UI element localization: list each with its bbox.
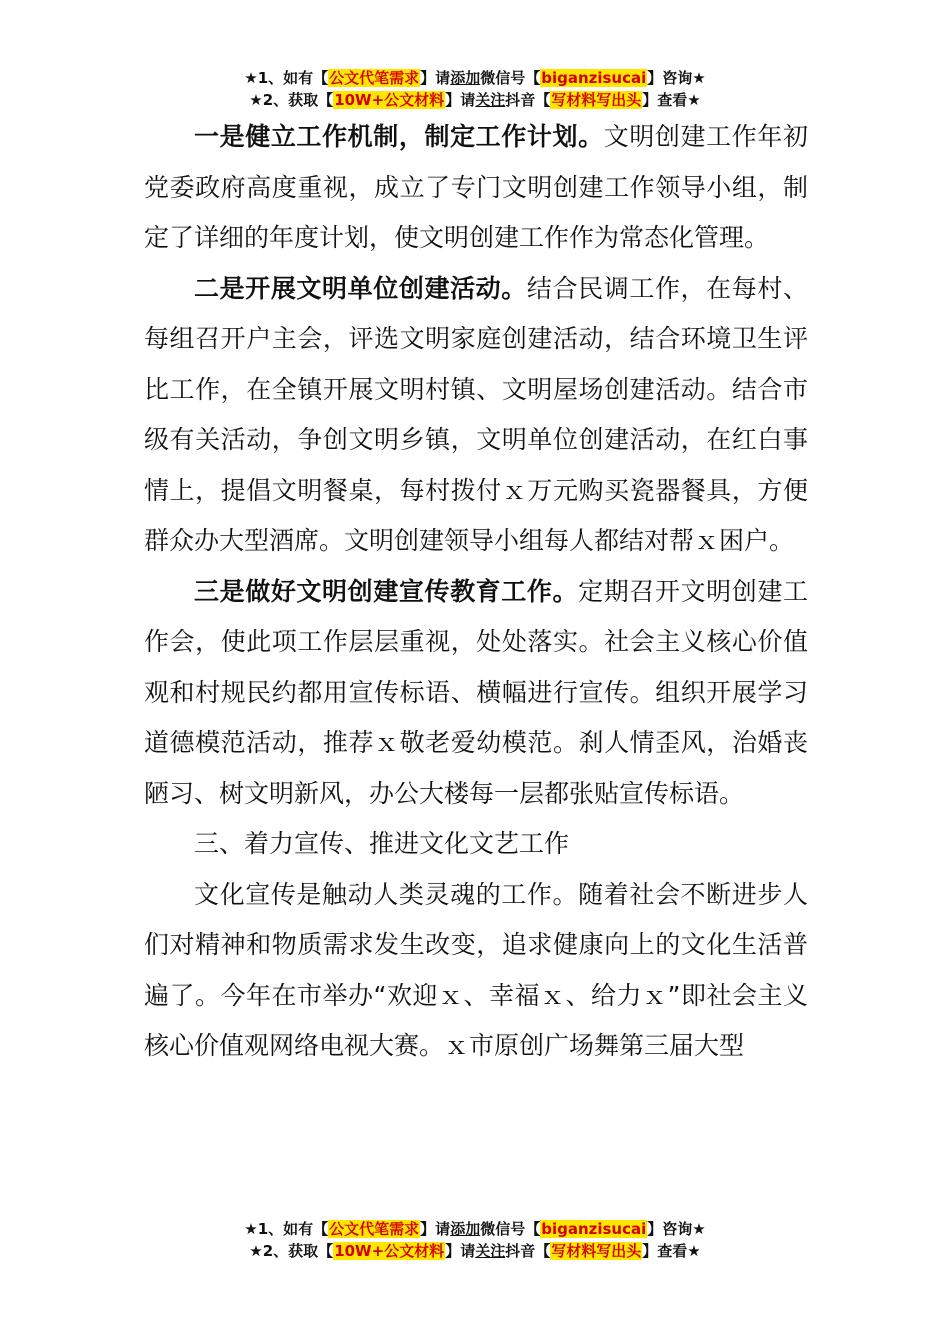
banner-line-2: ★2、获取【10W+公文材料】请关注抖音【写材料写出头】查看★ <box>249 91 701 109</box>
paragraph-1 <box>144 112 808 264</box>
paragraph-lead: 一是健立工作机制，制定工作计划。 <box>194 122 604 151</box>
banner-line-1: ★1、如有【公文代笔需求】请添加微信号【biganzisucai】咨询★ <box>244 1220 706 1238</box>
footer-banner <box>0 1218 950 1262</box>
highlight-wechat-id: biganzisucai <box>541 69 647 87</box>
banner-line-1: ★1、如有【公文代笔需求】请添加微信号【biganzisucai】咨询★ <box>244 69 706 87</box>
paragraph-text: 定期召开文明创建工作会，使此项工作层层重视，处处落实。社会主义核心价值观和村规民约都用宣传标语、横幅进行宣传。组织开展学习道德模范活动，推荐ｘ敬老爱幼模范。刹人情歪风，治婚丧陋习、树文明新风，办公大楼每一层都张贴宣传标语。 <box>144 576 808 808</box>
highlight-douyin: 写材料写出头 <box>551 91 642 109</box>
highlight-douyin: 写材料写出头 <box>551 1242 642 1260</box>
paragraph-text: 文化宣传是触动人类灵魂的工作。随着社会不断进步人们对精神和物质需求发生改变，追求健康向上的文化生活普遍了。今年在市举办“欢迎ｘ、幸福ｘ、给力ｘ”即社会主义核心价值观网络电视大赛。ｘ市原创广场舞第三届大型 <box>144 879 808 1060</box>
section-heading-text: 三、着力宣传、推进文化文艺工作 <box>194 829 570 858</box>
paragraph-2 <box>144 264 808 567</box>
banner-line-2: ★2、获取【10W+公文材料】请关注抖音【写材料写出头】查看★ <box>249 1242 701 1260</box>
header-banner <box>0 67 950 111</box>
paragraph-5 <box>144 870 808 1072</box>
paragraph-lead: 二是开展文明单位创建活动。 <box>194 273 527 303</box>
highlight-wechat-id: biganzisucai <box>541 1220 647 1238</box>
highlight-service: 公文代笔需求 <box>329 1220 420 1238</box>
section-heading <box>144 819 808 870</box>
paragraph-text: 文明创建工作年初党委政府高度重视，成立了专门文明创建工作领导小组，制定了详细的年度计划，使文明创建工作作为常态化管理。 <box>144 122 808 252</box>
highlight-materials: 10W+公文材料 <box>334 91 445 109</box>
document-body <box>144 112 808 1072</box>
paragraph-text: 结合民调工作，在每村、每组召开户主会，评选文明家庭创建活动，结合环境卫生评比工作，在全镇开展文明村镇、文明屋场创建活动。结合市级有关活动，争创文明乡镇，文明单位创建活动，在红白事情上，提倡文明餐桌，每村拨付ｘ万元购买瓷器餐具，方便群众办大型酒席。文明创建领导小组每人都结对帮ｘ困户。 <box>144 273 808 555</box>
paragraph-lead: 三是做好文明创建宣传教育工作。 <box>194 576 579 606</box>
paragraph-3 <box>144 567 808 820</box>
highlight-materials: 10W+公文材料 <box>334 1242 445 1260</box>
highlight-service: 公文代笔需求 <box>329 69 420 87</box>
